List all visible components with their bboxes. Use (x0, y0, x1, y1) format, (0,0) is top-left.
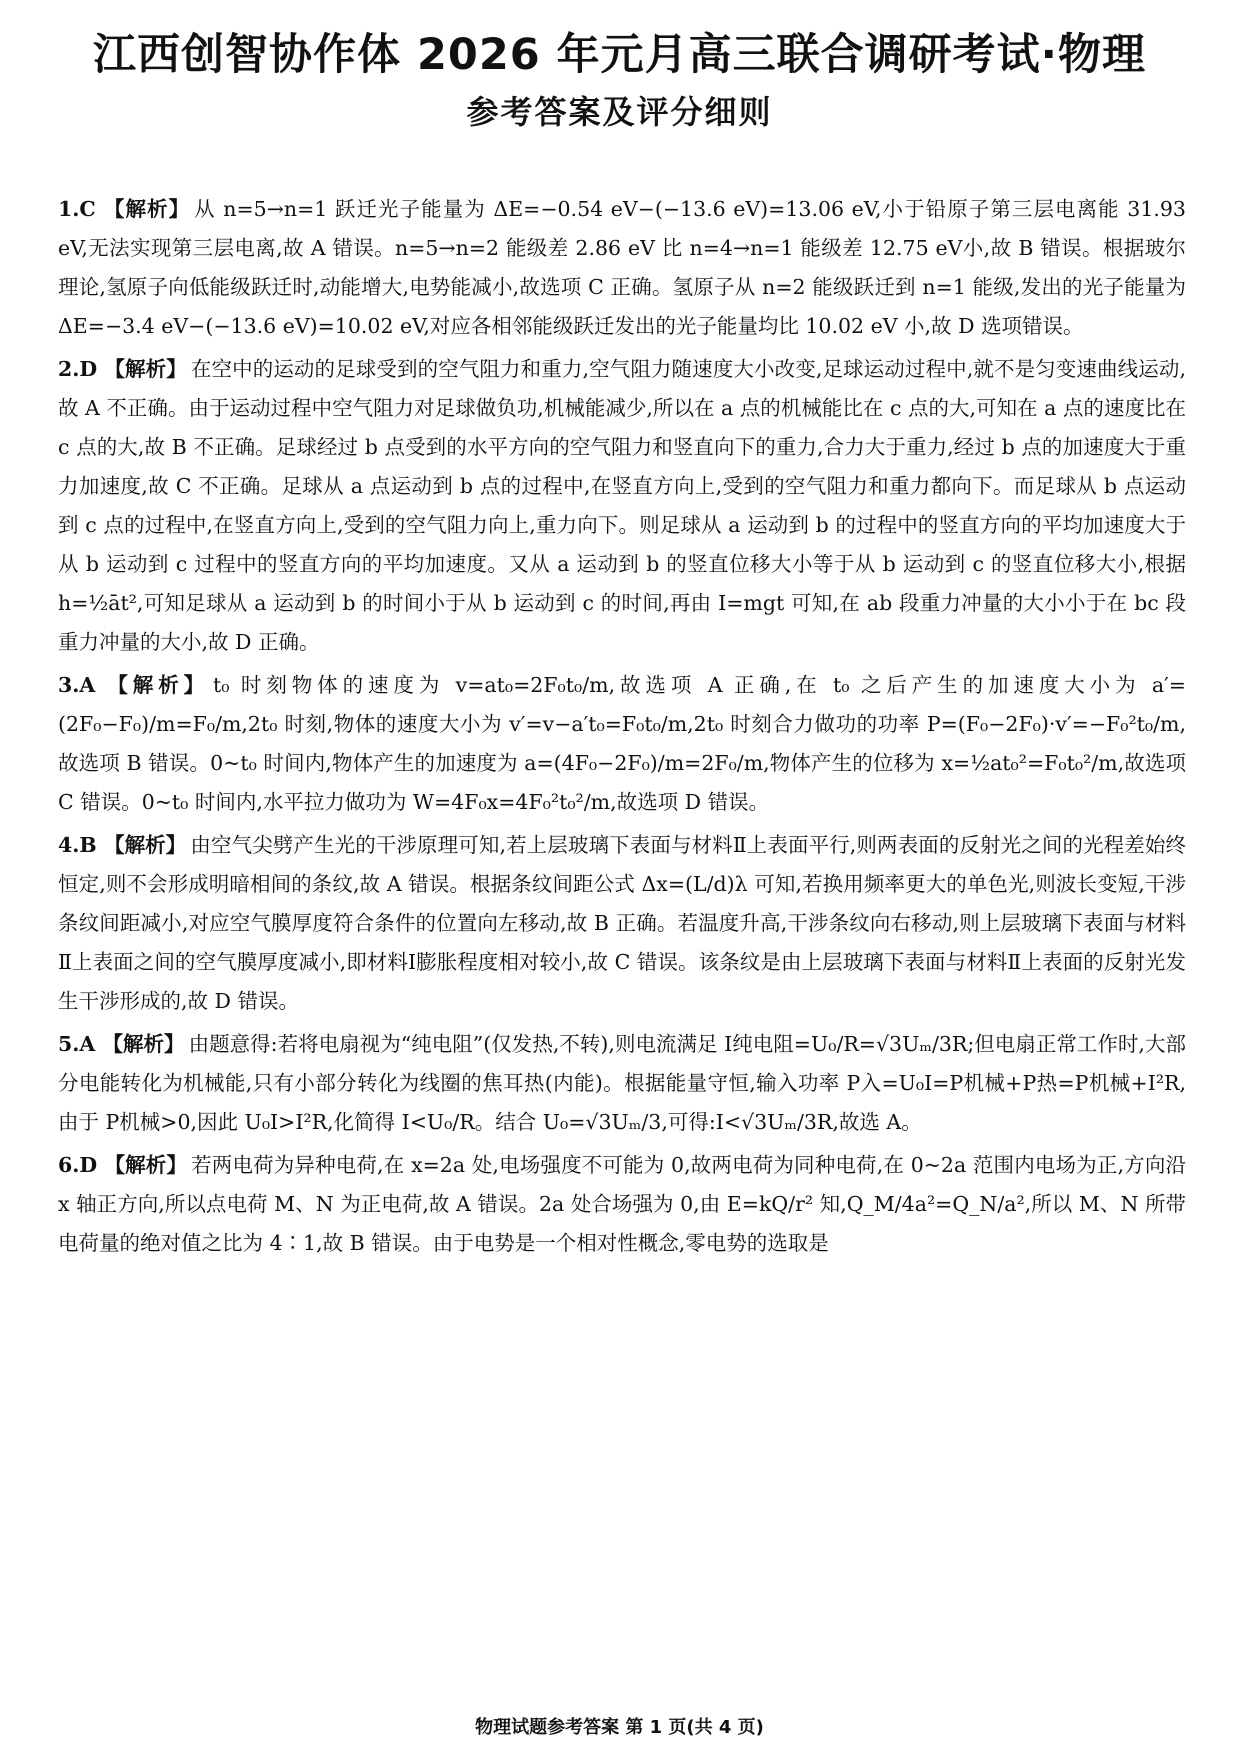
answer-1-label: 1.C 【解析】 (58, 197, 191, 221)
page-title: 江西创智协作体 2026 年元月高三联合调研考试·物理 (93, 30, 1146, 80)
answer-2-text: 在空中的运动的足球受到的空气阻力和重力,空气阻力随速度大小改变,足球运动过程中,就不是匀变速曲线运动,故 A 不正确。由于运动过程中空气阻力对足球做负功,机械能减少,所以在 a 点的机械能比在 c 点的大,可知在 a 点的速度比在 c 点的大,故 B 不正确。足球经过 b 点受到的水平方向的空气阻力和竖直向下的重力,合力大于重力,经过 b 点的加速度大于重力加速度,故 C 不正确。足球从 a 点运动到 b 点的过程中,在竖直方向上,受到的空气阻力和重力都向下。而足球从 b 点运动到 c 点的过程中,在竖直方向上,受到的空气阻力向上,重力向下。则足球从 a 运动到 b 的过程中的竖直方向的平均加速度大于从 b 运动到 c 过程中的竖直方向的平均加速度。又从 a 运动到 b 的竖直位移大小等于从 b 运动到 c 的竖直位移大小,根据 h=½āt²,可知足球从 a 运动到 b 的时间小于从 b 运动到 c 的时间,再由 I=mgt 可知,在 ab 段重力冲量的大小小于在 bc 段重力冲量的大小,故 D 正确。 (58, 357, 1186, 654)
answer-6 (58, 1146, 1186, 1263)
answer-3-text: t₀ 时刻物体的速度为 v=at₀=2F₀t₀/m,故选项 A 正确,在 t₀ 之后产生的加速度大小为 a′=(2F₀−F₀)/m=F₀/m,2t₀ 时刻,物体的速度大小为 v′=v−a′t₀=F₀t₀/m,2t₀ 时刻合力做功的功率 P=(F₀−2F₀)·v′=−F₀²t₀/m,故选项 B 错误。0~t₀ 时间内,物体产生的加速度为 a=(4F₀−2F₀)/m=2F₀/m,物体产生的位移为 x=½at₀²=F₀t₀²/m,故选项 C 错误。0~t₀ 时间内,水平拉力做功为 W=4F₀x=4F₀²t₀²/m,故选项 D 错误。 (58, 673, 1186, 814)
answer-4 (58, 826, 1186, 1021)
answer-3 (58, 666, 1186, 822)
answers-body (58, 190, 1186, 1267)
answer-3-label: 3.A 【解析】 (58, 673, 210, 697)
answer-1-text: 从 n=5→n=1 跃迁光子能量为 ΔE=−0.54 eV−(−13.6 eV)=13.06 eV,小于铅原子第三层电离能 31.93 eV,无法实现第三层电离,故 A 错误。n=5→n=2 能级差 2.86 eV 比 n=4→n=1 能级差 12.75 eV小,故 B 错误。根据玻尔理论,氢原子向低能级跃迁时,动能增大,电势能减小,故选项 C 正确。氢原子从 n=2 能级跃迁到 n=1 能级,发出的光子能量为 ΔE=−3.4 eV−(−13.6 eV)=10.02 eV,对应各相邻能级跃迁发出的光子能量均比 10.02 eV 小,故 D 选项错误。 (58, 197, 1186, 338)
answer-1 (58, 190, 1186, 346)
answer-4-text: 由空气尖劈产生光的干涉原理可知,若上层玻璃下表面与材料Ⅱ上表面平行,则两表面的反射光之间的光程差始终恒定,则不会形成明暗相间的条纹,故 A 错误。根据条纹间距公式 Δx=(L/d)λ 可知,若换用频率更大的单色光,则波长变短,干涉条纹间距减小,对应空气膜厚度符合条件的位置向左移动,故 B 正确。若温度升高,干涉条纹向右移动,则上层玻璃下表面与材料Ⅱ上表面之间的空气膜厚度减小,即材料Ⅰ膨胀程度相对较小,故 C 错误。该条纹是由上层玻璃下表面与材料Ⅱ上表面的反射光发生干涉形成的,故 D 错误。 (58, 833, 1186, 1013)
page-subtitle: 参考答案及评分细则 (466, 93, 773, 131)
answer-2 (58, 350, 1186, 662)
answer-5 (58, 1025, 1186, 1142)
answer-4-label: 4.B 【解析】 (58, 833, 187, 857)
answer-5-label: 5.A 【解析】 (58, 1032, 185, 1056)
answer-6-text: 若两电荷为异种电荷,在 x=2a 处,电场强度不可能为 0,故两电荷为同种电荷,在 0~2a 范围内电场为正,方向沿 x 轴正方向,所以点电荷 M、N 为正电荷,故 A 错误。2a 处合场强为 0,由 E=kQ/r² 知,Q_M/4a²=Q_N/a²,所以 M、N 所带电荷量的绝对值之比为 4∶1,故 B 错误。由于电势是一个相对性概念,零电势的选取是 (58, 1153, 1186, 1255)
answer-6-label: 6.D 【解析】 (58, 1153, 188, 1177)
answer-5-text: 由题意得:若将电扇视为“纯电阻”(仅发热,不转),则电流满足 I纯电阻=U₀/R=√3Uₘ/3R;但电扇正常工作时,大部分电能转化为机械能,只有小部分转化为线圈的焦耳热(内能)。根据能量守恒,输入功率 P入=U₀I=P机械+P热=P机械+I²R,由于 P机械>0,因此 U₀I>I²R,化简得 I<U₀/R。结合 U₀=√3Uₘ/3,可得:I<√3Uₘ/3R,故选 A。 (58, 1032, 1186, 1134)
answer-2-label: 2.D 【解析】 (58, 357, 187, 381)
page-footer: 物理试题参考答案 第 1 页(共 4 页) (475, 1717, 764, 1738)
